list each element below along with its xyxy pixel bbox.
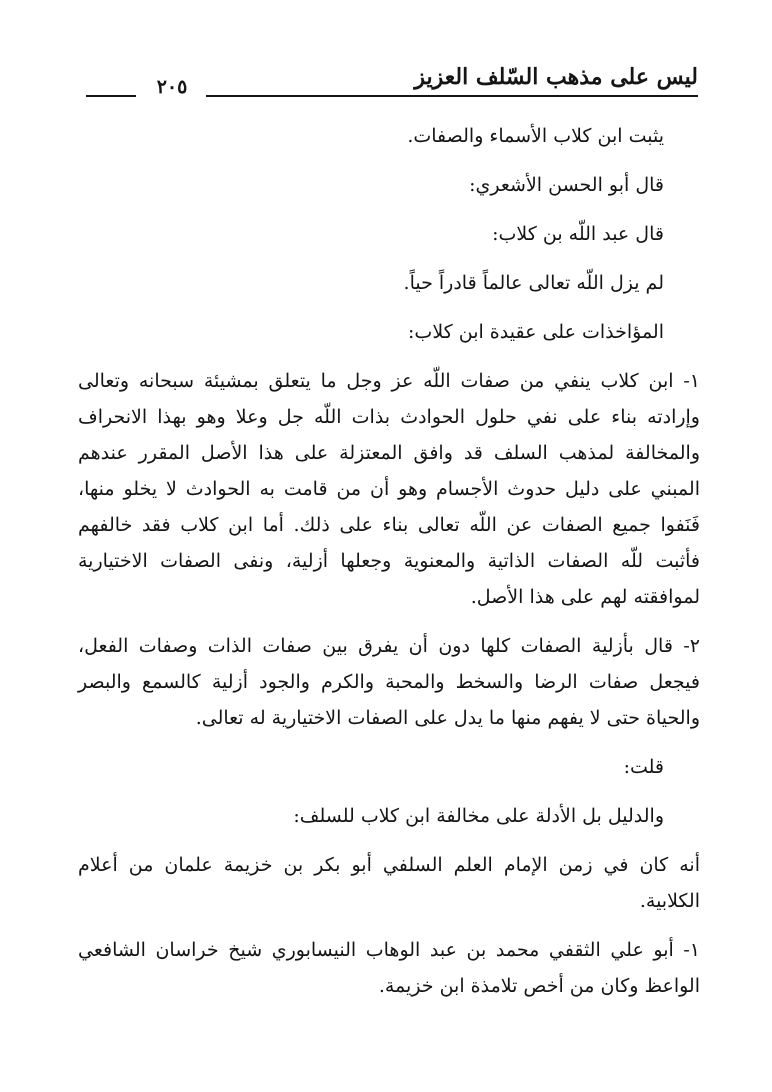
paragraph: ١- أبو علي الثقفي محمد بن عبد الوهاب النيسابوري شيخ خراسان الشافعي الواعظ وكان من أخص تلامذة ابن خزيمة.: [78, 939, 700, 997]
page-header: [86, 62, 698, 102]
paragraph: قال أبو الحسن الأشعري:: [469, 174, 664, 196]
paragraph: ٢- قال بأزلية الصفات كلها دون أن يفرق بين صفات الذات وصفات الفعل، فيجعل صفات الرضا والسخط والمحبة والكرم والجود أزلية كالسمع والبصر والحياة حتى لا يفهم منها ما يدل على الصفات الاختيارية له تعالى.: [78, 635, 700, 729]
running-title: ليس على مذهب السّلف العزيز: [414, 64, 698, 90]
paragraph: يثبت ابن كلاب الأسماء والصفات.: [407, 125, 664, 147]
header-rule: [206, 95, 698, 97]
paragraph: المؤاخذات على عقيدة ابن كلاب:: [408, 321, 664, 343]
paragraph: والدليل بل الأدلة على مخالفة ابن كلاب للسلف:: [293, 805, 664, 827]
page-body: [78, 118, 700, 1004]
page-number: ٢٠٥: [156, 76, 188, 98]
paragraph: ١- ابن كلاب ينفي من صفات اللّه عز وجل ما يتعلق بمشيئة سبحانه وتعالى وإرادته بناء على نفي حلول الحوادث بذات اللّه جل وعلا وهو بهذا الانحراف والمخالفة لمذهب السلف قد وافق المعتزلة على هذا الأصل المقرر عندهم المبني على دليل حدوث الأجسام وهو أن من قامت به الحوادث لا يخلو منها، فَنَفوا جميع الصفات عن اللّه تعالى بناء على ذلك. أما ابن كلاب فقد خالفهم فأثبت للّه الصفات الذاتية والمعنوية وجعلها أزلية، ونفى الصفات الاختيارية لموافقته لهم على هذا الأصل.: [78, 370, 700, 608]
paragraph: أنه كان في زمن الإمام العلم السلفي أبو بكر بن خزيمة علمان من أعلام الكلابية.: [78, 854, 700, 912]
page-number-rule: [86, 95, 136, 97]
paragraph: لم يزل اللّه تعالى عالماً قادراً حياً.: [403, 272, 664, 294]
paragraph: قلت:: [623, 756, 664, 778]
paragraph: قال عبد اللّه بن كلاب:: [492, 223, 664, 245]
